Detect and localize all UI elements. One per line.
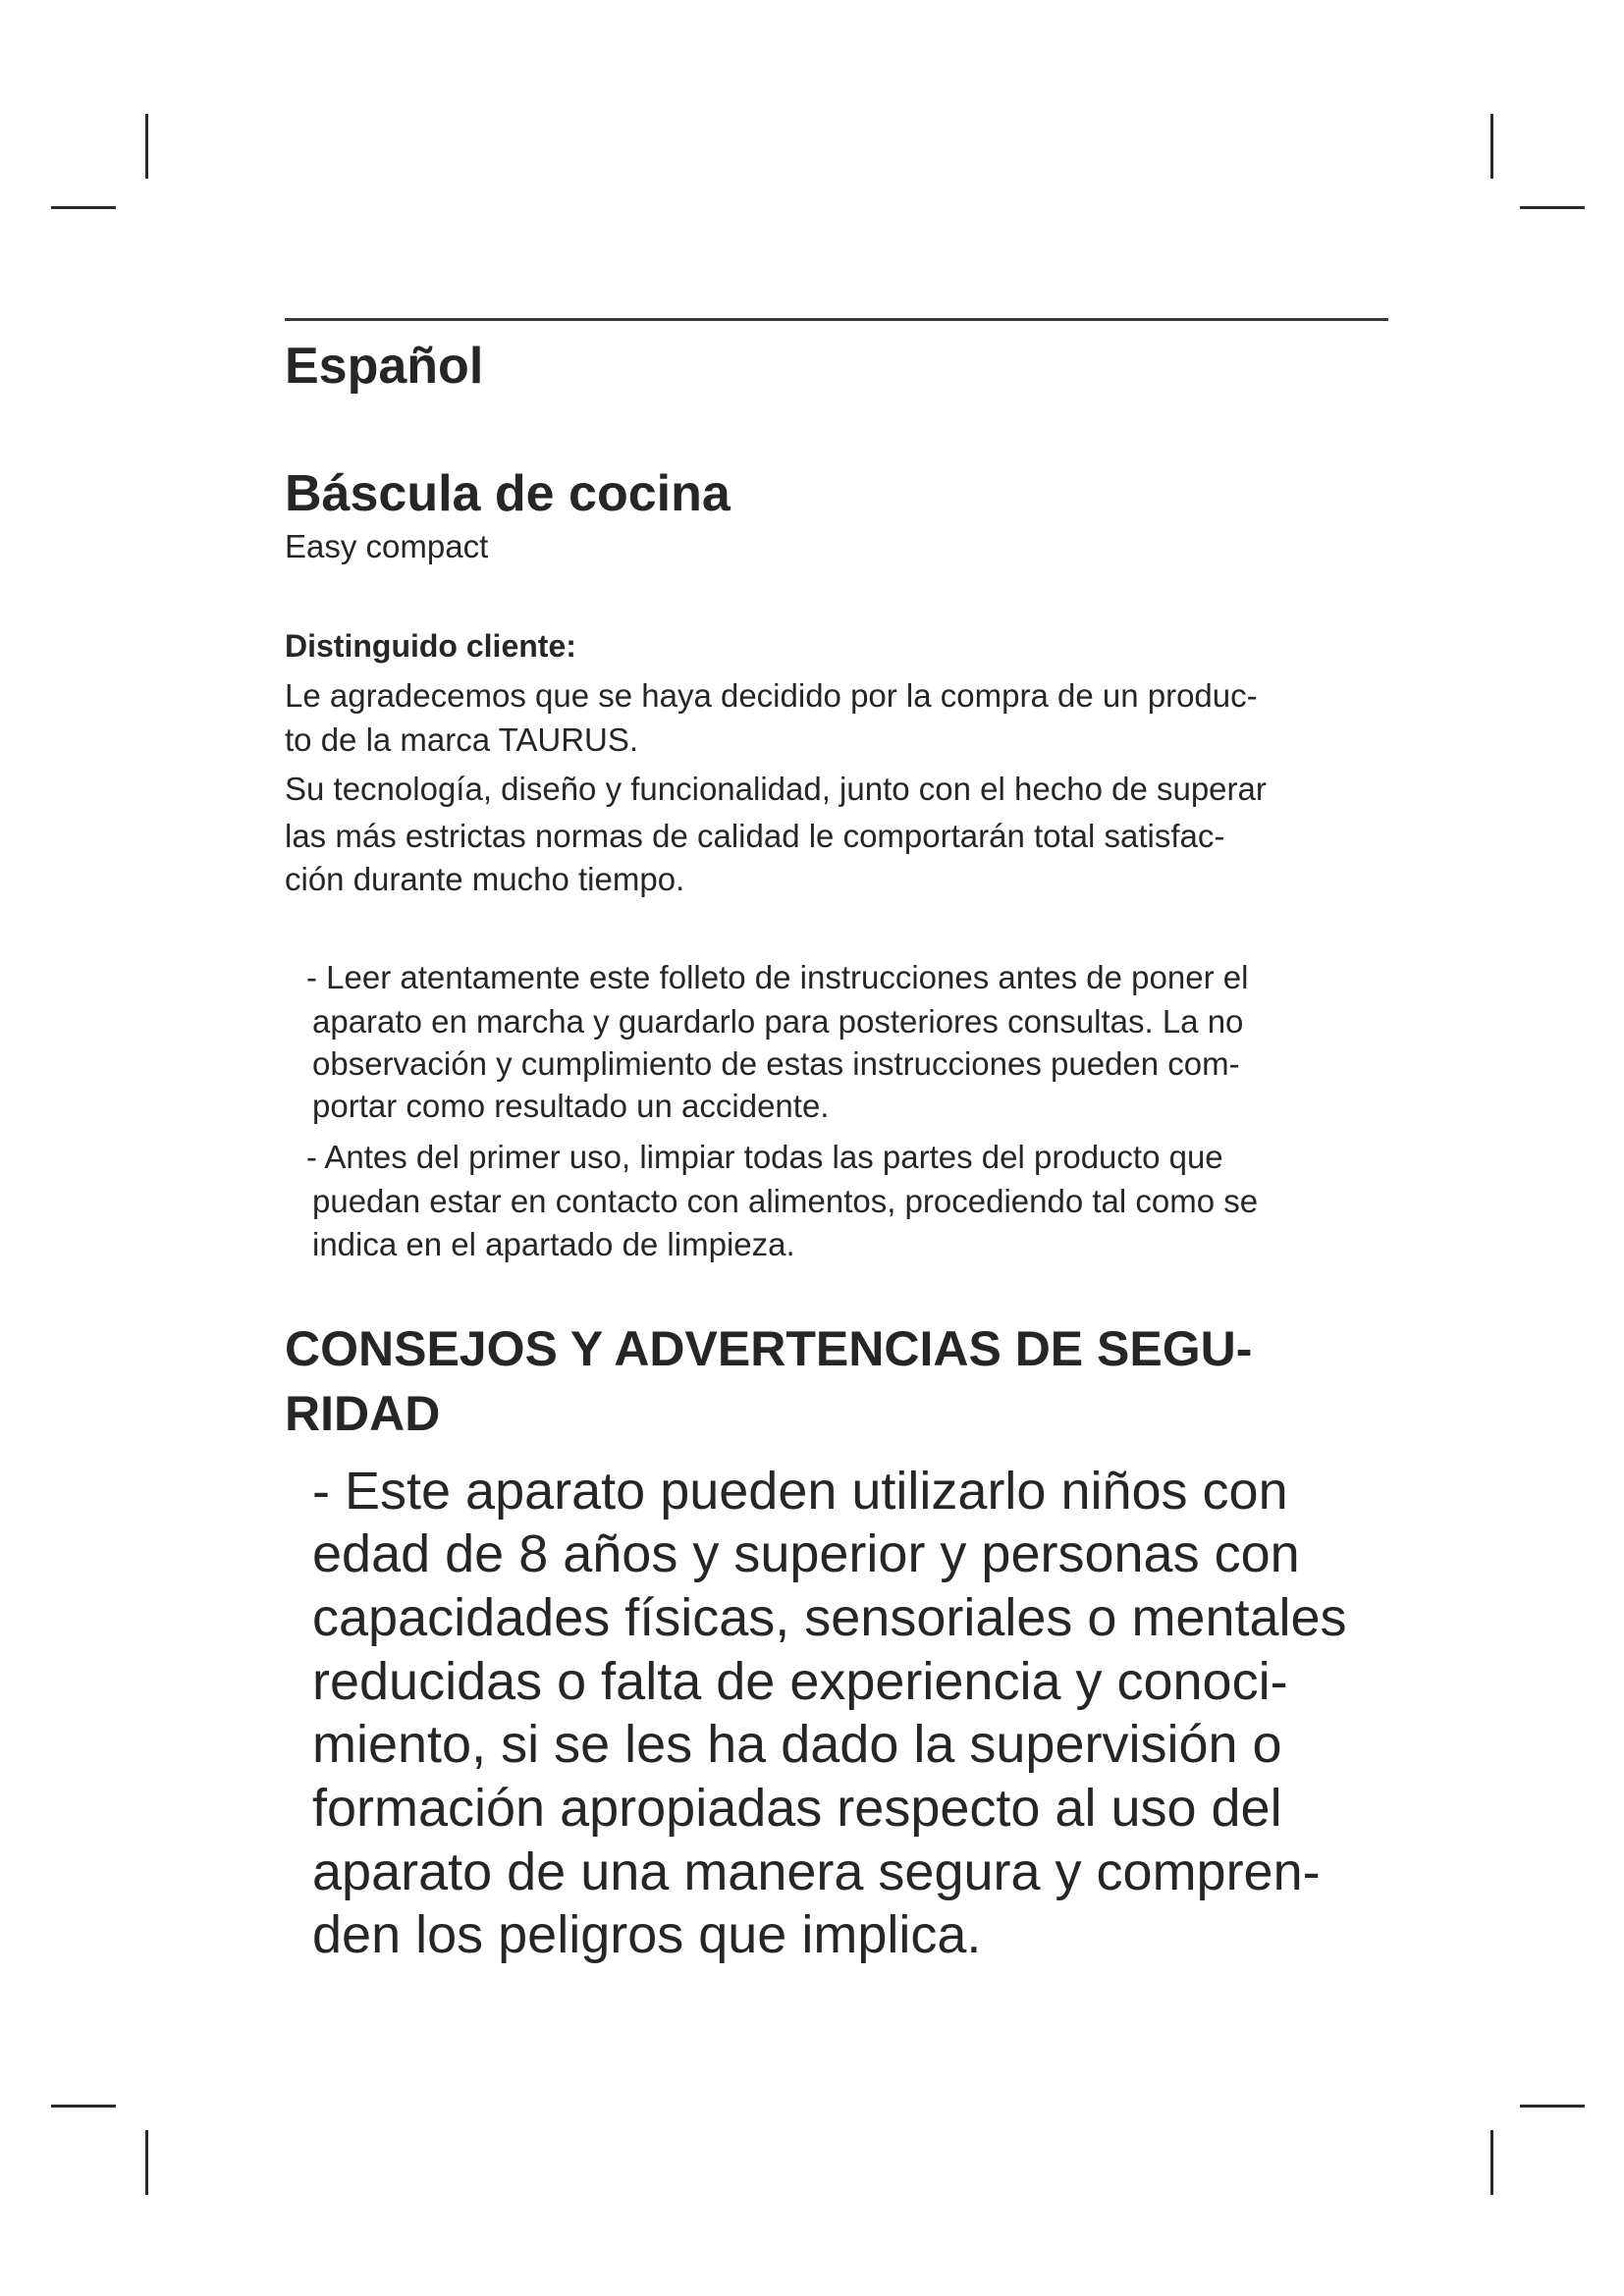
safety-line: miento, si se les ha dado la supervisión o bbox=[312, 1715, 1282, 1774]
header-rule bbox=[285, 318, 1388, 321]
intro-line: Su tecnología, diseño y funcionalidad, junto con el hecho de superar bbox=[285, 771, 1267, 807]
safety-line: reducidas o falta de experiencia y conoci- bbox=[312, 1652, 1288, 1711]
safety-line: aparato de una manera segura y compren- bbox=[312, 1842, 1321, 1901]
crop-mark-bottom-right-horizontal bbox=[1520, 2105, 1585, 2108]
section-title-line: RIDAD bbox=[285, 1386, 441, 1441]
intro-line: ción durante mucho tiempo. bbox=[285, 861, 685, 897]
intro-line: Le agradecemos que se haya decidido por la compra de un produc- bbox=[285, 677, 1258, 714]
product-model: Easy compact bbox=[285, 528, 489, 564]
note-line: portar como resultado un accidente. bbox=[312, 1088, 830, 1124]
crop-mark-bottom-left-vertical bbox=[145, 2130, 148, 2195]
crop-mark-top-left-vertical bbox=[145, 114, 148, 179]
note-line: indica en el apartado de limpieza. bbox=[312, 1226, 795, 1262]
note-line: aparato en marcha y guardarlo para posteriores consultas. La no bbox=[312, 1003, 1244, 1040]
note-line: puedan estar en contacto con alimentos, procediendo tal como se bbox=[312, 1183, 1259, 1219]
safety-line: den los peligros que implica. bbox=[312, 1905, 982, 1964]
crop-mark-bottom-right-vertical bbox=[1490, 2130, 1493, 2195]
intro-line: to de la marca TAURUS. bbox=[285, 721, 639, 758]
safety-line: - Este aparato pueden utilizarlo niños con bbox=[312, 1462, 1288, 1521]
language-heading: Español bbox=[285, 338, 484, 395]
greeting: Distinguido cliente: bbox=[285, 628, 576, 664]
note-line: - Antes del primer uso, limpiar todas las partes del producto que bbox=[306, 1139, 1223, 1175]
safety-line: formación apropiadas respecto al uso del bbox=[312, 1779, 1282, 1838]
note-line: observación y cumplimiento de estas instrucciones pueden com- bbox=[312, 1045, 1240, 1082]
crop-mark-top-right-horizontal bbox=[1520, 206, 1585, 209]
safety-line: edad de 8 años y superior y personas con bbox=[312, 1524, 1300, 1583]
safety-line: capacidades físicas, sensoriales o mentales bbox=[312, 1588, 1347, 1647]
crop-mark-bottom-left-horizontal bbox=[51, 2105, 116, 2108]
intro-line: las más estrictas normas de calidad le comportarán total satisfac- bbox=[285, 818, 1225, 854]
crop-mark-top-left-horizontal bbox=[51, 206, 116, 209]
section-title-line: CONSEJOS Y ADVERTENCIAS DE SEGU- bbox=[285, 1321, 1253, 1376]
crop-mark-top-right-vertical bbox=[1490, 114, 1493, 179]
note-line: - Leer atentamente este folleto de instrucciones antes de poner el bbox=[306, 959, 1249, 995]
product-title: Báscula de cocina bbox=[285, 465, 731, 522]
